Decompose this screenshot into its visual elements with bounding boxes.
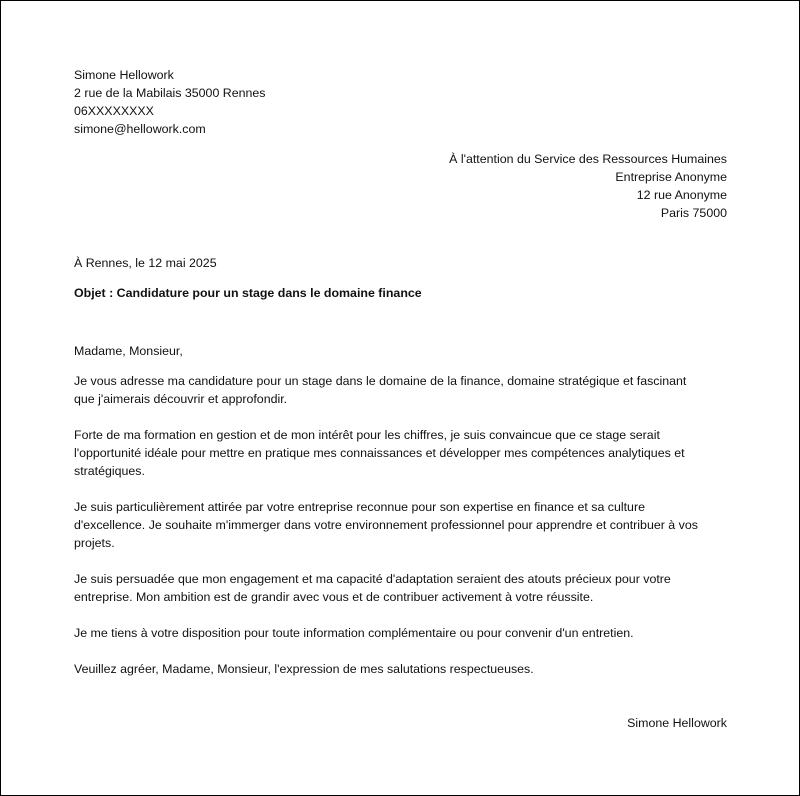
- sender-block: [74, 66, 266, 138]
- paragraph-line: d'excellence. Je souhaite m'immerger dans votre environnement professionnel pour apprendre et contribuer à vos: [74, 518, 698, 532]
- recipient-city: Paris 75000: [660, 206, 727, 220]
- recipient-street: 12 rue Anonyme: [636, 188, 727, 202]
- paragraph-line: Forte de ma formation en gestion et de mon intérêt pour les chiffres, je suis convaincue que ce stage serait: [74, 428, 660, 442]
- sender-phone: 06XXXXXXXX: [74, 104, 154, 118]
- recipient-block: [449, 150, 727, 222]
- recipient-company: Entreprise Anonyme: [615, 170, 727, 184]
- paragraph-5: [74, 624, 739, 642]
- letter-subject: Objet : Candidature pour un stage dans le domaine finance: [74, 286, 422, 300]
- paragraph-1: [74, 372, 739, 408]
- closing-paragraph: [74, 660, 739, 678]
- recipient-attention: À l'attention du Service des Ressources Humaines: [449, 152, 727, 166]
- paragraph-line: Je vous adresse ma candidature pour un stage dans le domaine de la finance, domaine stratégique et fascinant: [74, 374, 687, 388]
- sender-name: Simone Hellowork: [74, 68, 174, 82]
- paragraph-line: Je suis particulièrement attirée par votre entreprise reconnue pour son expertise en finance et sa culture: [74, 500, 645, 514]
- letter-salutation: Madame, Monsieur,: [74, 344, 183, 358]
- paragraph-line: stratégiques.: [74, 464, 145, 478]
- paragraph-line: Je suis persuadée que mon engagement et ma capacité d'adaptation seraient des atouts précieux pour votre: [74, 572, 671, 586]
- signature: Simone Hellowork: [627, 716, 727, 730]
- paragraph-line: l'opportunité idéale pour mettre en pratique mes connaissances et développer mes compétences analytiques et: [74, 446, 685, 460]
- paragraph-line: Veuillez agréer, Madame, Monsieur, l'expression de mes salutations respectueuses.: [74, 662, 534, 676]
- sender-address: 2 rue de la Mabilais 35000 Rennes: [74, 86, 266, 100]
- paragraph-line: Je me tiens à votre disposition pour toute information complémentaire ou pour convenir d'un entretien.: [74, 626, 634, 640]
- paragraph-4: [74, 570, 739, 606]
- paragraph-line: que j'aimerais découvrir et approfondir.: [74, 392, 288, 406]
- sender-email: simone@hellowork.com: [74, 122, 206, 136]
- paragraph-3: [74, 498, 739, 552]
- paragraph-line: entreprise. Mon ambition est de grandir avec vous et de contribuer activement à votre réussite.: [74, 590, 594, 604]
- paragraph-line: projets.: [74, 536, 115, 550]
- paragraph-2: [74, 426, 739, 480]
- letter-date: À Rennes, le 12 mai 2025: [74, 256, 217, 270]
